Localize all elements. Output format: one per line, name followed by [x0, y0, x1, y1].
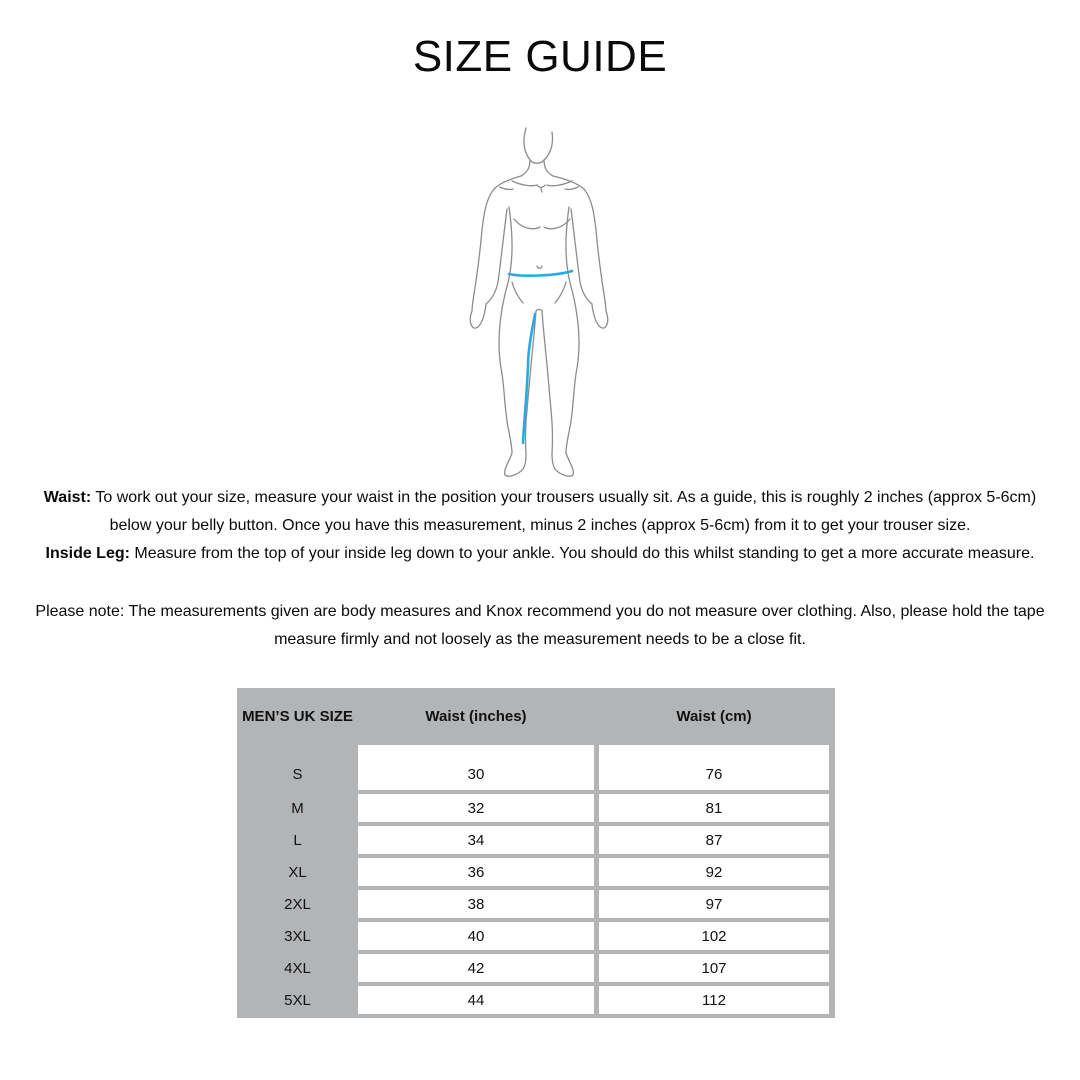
waist-inches-value: 30 — [358, 745, 594, 790]
table-row — [237, 954, 835, 982]
column-header-waist-inches: Waist (inches) — [425, 708, 527, 725]
table-row — [237, 745, 835, 790]
waist-inches-value: 40 — [358, 922, 594, 950]
note-line1: Please note: The measurements given are body measures and Knox recommend you do not measure over clothing. Also, please hold the tape — [35, 603, 1045, 620]
table-row — [237, 890, 835, 918]
column-header-size: MEN’S UK SIZE — [242, 708, 353, 725]
waist-inches-value: 42 — [358, 954, 594, 982]
size-label: 2XL — [284, 895, 311, 913]
table-row — [237, 826, 835, 854]
waist-cm-value: 97 — [599, 890, 829, 918]
measurement-note — [0, 598, 1080, 654]
inside-leg-instruction: Inside Leg: Measure from the top of your inside leg down to your ankle. You should do this whilst standing to get a more accurate measure. — [45, 545, 1035, 562]
inside-leg-label: Inside Leg: — [45, 545, 130, 562]
table-row — [237, 922, 835, 950]
body-measurement-diagram — [460, 120, 640, 490]
size-label: XL — [288, 863, 307, 881]
table-row — [237, 858, 835, 886]
waist-inches-value: 44 — [358, 986, 594, 1014]
size-label: S — [292, 766, 303, 783]
waist-cm-value: 87 — [599, 826, 829, 854]
waist-instruction-line1: Waist: To work out your size, measure your waist in the position your trousers usually sit. As a guide, this is roughly 2 inches (approx 5-6cm) — [43, 489, 1037, 506]
waist-cm-value: 107 — [599, 954, 829, 982]
size-label: 4XL — [284, 959, 311, 977]
body-outline — [470, 128, 607, 476]
waist-cm-value: 92 — [599, 858, 829, 886]
waist-inches-value: 32 — [358, 794, 594, 822]
note-line2: measure firmly and not loosely as the measurement needs to be a close fit. — [274, 631, 806, 648]
waist-inches-value: 34 — [358, 826, 594, 854]
page-title: SIZE GUIDE — [412, 32, 668, 81]
size-label: L — [293, 831, 302, 849]
size-label: M — [291, 799, 304, 817]
inside-leg-measure-line — [523, 314, 535, 443]
size-label: 3XL — [284, 927, 311, 945]
table-row — [237, 986, 835, 1014]
waist-instruction-line2: below your belly button. Once you have this measurement, minus 2 inches (approx 5-6cm) from it to get your trouser size. — [109, 517, 971, 534]
size-table — [237, 688, 835, 1018]
measurement-instructions — [0, 484, 1080, 568]
waist-cm-value: 81 — [599, 794, 829, 822]
waist-measure-line — [509, 271, 572, 276]
size-table-header — [237, 688, 835, 745]
waist-inches-value: 36 — [358, 858, 594, 886]
body-outline-illustration — [460, 120, 640, 490]
size-label: 5XL — [284, 991, 311, 1009]
column-header-waist-cm: Waist (cm) — [676, 708, 752, 725]
table-row — [237, 794, 835, 822]
waist-cm-value: 76 — [599, 745, 829, 790]
waist-inches-value: 38 — [358, 890, 594, 918]
waist-cm-value: 112 — [599, 986, 829, 1014]
waist-cm-value: 102 — [599, 922, 829, 950]
waist-label: Waist: — [43, 489, 92, 506]
